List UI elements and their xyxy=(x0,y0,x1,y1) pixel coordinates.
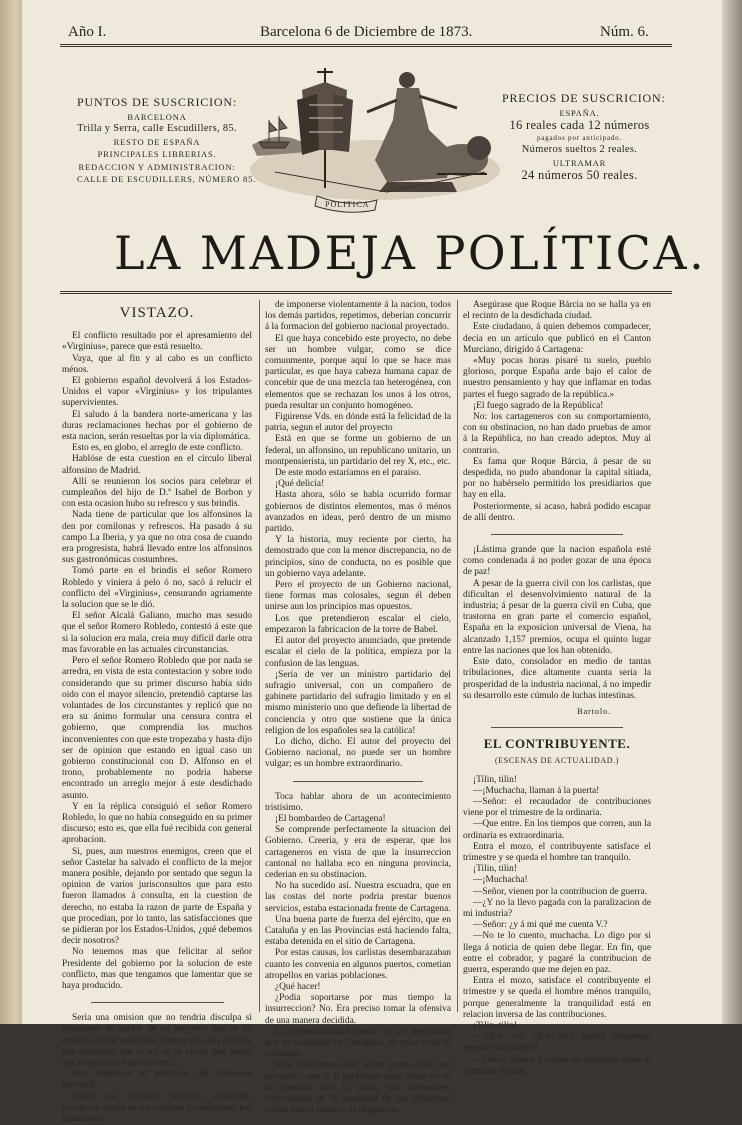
price-region-overseas: ULTRAMAR xyxy=(552,157,607,168)
paragraph: Es fama que Roque Bárcia, á pesar de su despedida, no pudo abandonar la capital sitiada, por no habérselo permitido los presidiarios que hay en ella. xyxy=(463,456,651,501)
dateline xyxy=(60,22,672,47)
paragraph: de imponerse violentamente á la nacion, todos los demás partidos, repetimos, deberian concurrir á la formacion del gobierno nacional proyectado. xyxy=(265,300,451,333)
paragraph: —¡Otra vez! ¡Por esta puerta solamente necesito un portero! xyxy=(463,1032,651,1054)
paragraph: Pero el señor Romero Robledo que por nada se arredra, en vista de esta contestacion y sobre todo considerando que su primer discurso había sido oido con el mayor silencio, pretendió captarse las voluntades de los circunstantes y replicó que no era su ánimo formular una censura contra el gobierno, que comprendía los muchos inconvenientes con que este tropezaba y hasta dijo ser de opinion que estando en igual caso un gobierno constitucional con D. Alfonso en el trono, probablemente no podria haberse encontrado un arreglo mejor á este desdichado asunto. xyxy=(62,656,252,801)
price-region-spain: ESPAÑA. xyxy=(559,107,600,118)
paragraph: Entra el mozo, satisface el contribuyente el trimestre y se queda el hombre ménos tranquilo, porque generalmente la tranquilidad está en relacion inversa de las contribuciones. xyxy=(463,976,651,1020)
subscription-points-heading: PUNTOS DE SUSCRICION: xyxy=(77,95,237,109)
page-edge xyxy=(722,0,742,1024)
subscription-points xyxy=(77,95,257,186)
paragraph: El señor Alcalá Galiano, mucho mas sesudo que el señor Romero Robledo, contestó á este que si la solucion era mala, creia muy difícil darle otra mas favorable en las actuales circunstancias. xyxy=(62,611,252,655)
paragraph: Lo dicho, dicho. El autor del proyecto del Gobierno nacional, no puede ser un hombre vulgar; es un hombre extraordinario. xyxy=(265,736,451,770)
paragraph: El que haya concebido este proyecto, no debe ser un hombre vulgar, como se dice comunmente, porque aquí lo que se hace mas particular, es que haya cabeza humana capaz de concebir que de una mezcla tan heterogénea, con elementos que se rechazan los unos á los otros, pueda resultar un conjunto homogéneo. xyxy=(265,333,451,411)
section-divider xyxy=(91,1002,224,1003)
paragraph: Pero el proyecto de un Gobierno nacional, tiene formas mas colosales, segun él deben unirse aun los principios mas opuestos. xyxy=(265,580,451,613)
paragraph: Una buena parte de fuerza del ejército, que en Cataluña y en las Provincias está haciendo falta, estaba detenida en el sitio de Cartagena. xyxy=(265,914,451,948)
paragraph: Si, pues, aun nuestros enemigos, creen que el señor Castelar ha salvado el conflicto de la mejor manera posible, dejando por sentado que segun la opinion de varios jurisconsultos que para esto fueron llamados á consulta, en la cuestion de derecho, no estaba la razon de parte de España y que procedian, por lo tanto, las satisfacciones que se pidieran por los Estados-Unidos, ¿qué debemos decir nosotros? xyxy=(62,846,252,947)
paragraph: Solo añadiremos que acabe pronto este mal necesario; que si al publicarse estas líneas no se ha rendido aun la plaza, sus defensores, convencidos de la inutilidad de sus esfuerzos, eviten mayor número de desgracias. xyxy=(265,1060,451,1116)
paragraph: Todos los partidos políticos españoles, excepcion hecha de los carlistas y cantonales, por tratar estos xyxy=(62,1091,252,1125)
paragraph: ¡Lástima grande que la nacion española esté como condenada á no poder gozar de una época de paz! xyxy=(463,545,651,578)
paragraph: Este ciudadano, á quien debemos compadecer, decia en un artículo que publicó en el Canton Murciano, dirigido á Cartagena: xyxy=(463,322,651,355)
paragraph: El conflicto resultado por el apresamiento del «Virginius», parece que está resuelto. xyxy=(62,331,252,353)
paragraph: Hablóse de esta cuestion en el círculo liberal alfonsino de Madrid. xyxy=(62,454,252,476)
issue-date: Barcelona 6 de Diciembre de 1873. xyxy=(260,24,473,40)
paragraph: Esto es, en globo, el arreglo de este conflicto. xyxy=(72,443,243,454)
paragraph: —No te lo cuento, muchacha. Lo digo por si llega á noticia de quien debe llegar. En fin, que entre el cobrador, y pagaré la contribucion de guerra, esperando que me dejen en paz. xyxy=(463,931,651,975)
price-single-issue: Números sueltos 2 reales. xyxy=(521,144,638,155)
paragraph: El gobierno español devolverá á los Estados-Unidos el vapor «Virginius» y los tripulantes supervivientes. xyxy=(62,376,252,409)
column-divider xyxy=(457,300,458,1012)
subscription-address: Trilla y Serra, calle Escudillers, 85. xyxy=(77,123,237,134)
price-note: pagados por anticipado. xyxy=(536,133,623,142)
paragraph: No ha sucedido así. Nuestra escuadra, que en las costas del norte podria prestar buenos servicios, estaba estacionada frente de Cartagena. xyxy=(265,881,451,914)
paragraph: Este dato, consolador en medio de tantas tribulaciones, dice altamente cuanta seria la prosperidad de la industria nacional, á no impedir su desarrollo este cúmulo de luchas intestinas. xyxy=(463,657,651,701)
paragraph: Nada tiene de particular que los alfonsinos la den por comilonas y refrescos. Ha pasado á su campo La Iberia, y ya que no otra cosa de cuando era progresista, habrá llevado entre los alfonsinos sus gastronómicas costumbres. xyxy=(62,510,252,566)
section-divider xyxy=(491,534,623,535)
column-middle xyxy=(265,300,451,1116)
paragraph: El saludo á la bandera norte-americana y las duras reclamaciones hechas por el gobierno de esta nacion, serán resueltas por la via diplomática. xyxy=(62,409,252,443)
paragraph: De este modo estaríamos en el paraíso. xyxy=(275,468,422,479)
price-overseas: 24 números 50 reales. xyxy=(521,168,638,182)
column-right xyxy=(463,300,651,1076)
price-spain: 16 reales cada 12 números xyxy=(509,118,650,132)
paragraph: Está en que se forme un gobierno de un federal, un alfonsino, un republicano unitario, un montpensierista, un partidario del rey X, etc., etc. xyxy=(265,434,451,467)
paragraph: Seria una omision que no tendria disculpa si dejáramos de hablar de un proyecto que se ha echado á volar estos dias, aunque con alas de cera, que derretidas por el sol de la razon, han hecho que el proyecto viniera abajo. xyxy=(62,1013,252,1068)
allegorical-vignette xyxy=(247,60,502,212)
issue-year: Año I. xyxy=(68,24,107,40)
paragraph: ¡Tilin, tilin! xyxy=(473,1020,517,1031)
paragraph: ¡Qué delicia! xyxy=(275,479,325,490)
paragraph: Los que pretendieron escalar el cielo, empezaron la fabricacion de la torre de Babel. xyxy=(265,613,451,635)
book-binding xyxy=(0,0,22,1024)
paragraph: Toca hablar ahora de un acontecimiento tristísimo. xyxy=(265,791,451,813)
issue-number: Núm. 6. xyxy=(600,24,649,40)
paragraph: ¡Tilin, tilin! xyxy=(473,774,517,785)
ribbon-text: POLITICA xyxy=(325,200,370,209)
paragraph: Figúrense Vds. en dónde está la felicidad de la patria, segun el autor del proyecto xyxy=(265,412,451,434)
paragraph: Y en la réplica consiguió el señor Romero Robledo, lo que no había conseguido en su primer discurso; esto es, que ella fué recibida con general aprobacion. xyxy=(62,801,252,846)
paragraph: Asegúrase que Roque Bárcia no se halla ya en el recinto de la desdichada ciudad. xyxy=(463,300,651,322)
paragraph: Tomó parte en el brindis el señor Romero Robledo y viniera á pelo ó no, sacó á relucir el conflicto del «Virginius», censurando agriamente la solucion que se le dió. xyxy=(62,566,252,611)
paragraph: La responsabilidad moral de las desgracias que se ocasionen en Cartagena, no pesa sobre el Gobierno. xyxy=(265,1026,451,1060)
paragraph: —¡Muchacha, llaman á la puerta! xyxy=(473,785,600,796)
column-divider xyxy=(259,300,260,1012)
paragraph: —Señor: ¿y á mi qué me cuenta V.? xyxy=(473,920,608,931)
masthead-title: LA MADEJA POLÍTICA. xyxy=(114,226,707,280)
paragraph: ¿Podia soportarse por mas tiempo la insurreccion? No. Era preciso tomar la ofensiva de una manera decidida. xyxy=(265,993,451,1026)
paragraph: Hasta ahora, sólo se había ocurrido formar gobiernos de distintos elementos, mas ó ménos avanzados en ideas, peró dentro de un mismo partido. xyxy=(265,490,451,535)
paragraph: Nos referimos al proyecto del Gobierno nacional. xyxy=(62,1069,252,1091)
paragraph: —Señor, vienen por la contribucion de guerra. xyxy=(473,886,648,897)
article-title-contribuyente: EL CONTRIBUYENTE. xyxy=(483,736,631,752)
article-subtitle: (ESCENAS DE ACTUALIDAD.) xyxy=(495,756,619,766)
subscription-prices xyxy=(502,91,666,182)
paragraph: ¡Tilin, tilin! xyxy=(473,864,517,875)
redaction-heading: REDACCION Y ADMINISTRACION: xyxy=(78,161,236,172)
paragraph: «Muy pocas horas pisaré tu suelo, pueblo glorioso, porque España arde bajo el calor de nuestro pensamiento y hay que inflamar en todas partes el fuego sagrado de la república.» xyxy=(463,356,651,400)
paragraph: A pesar de la guerra civil con los carlistas, que dificultan el desenvolvimiento natural de la industria; á pesar de la guerra civil en Cuba, que trastorna en gran parte el comercio español, España en la exposicion universal de Viena, ha alcanzado 1,157 premios, ocupa el quinto lugar entre las naciones que los han obtenido. xyxy=(463,578,651,656)
paragraph: No tenemos mas que felicitar al señor Presidente del gobierno por la solucion de este conflicto, mas que tengamos que lamentar que se haya producido. xyxy=(62,947,252,991)
paragraph: —Que entre. En los tiempos que corren, aun la ordinaria es extraordinaria. xyxy=(463,819,651,841)
subscription-region: RESTO DE ESPAÑA xyxy=(113,136,201,147)
subscription-prices-heading: PRECIOS DE SUSCRICION: xyxy=(502,91,666,105)
redaction-address: CALLE DE ESCUDILLERS, NÚMERO 85. xyxy=(77,174,257,184)
section-divider xyxy=(491,727,623,728)
masthead-rule xyxy=(60,291,672,294)
paragraph: Vaya, que al fin y al cabo es un conflicto ménos. xyxy=(62,353,252,375)
paragraph: Se comprende perfectamente la situacion del Gobierno. Creeria, y era de esperar, que los cartageneros en vista de que la insurreccion cantonal no hallaba eco en ninguna provincia, cederian en su obstinacion. xyxy=(265,825,451,880)
paragraph: —¡Muchacha! xyxy=(473,875,528,886)
paragraph: ¡El fuego sagrado de la República! xyxy=(473,400,604,411)
author-signature: Bartolo. xyxy=(576,705,611,716)
paragraph: Entra el mozo, el contribuyente satisface el trimestre y se queda el hombre tan tranquilo. xyxy=(463,841,651,863)
newspaper-page xyxy=(22,0,722,1125)
subscription-bookstores: PRINCIPALES LIBRERIAS. xyxy=(97,149,217,159)
paragraph: El autor del proyecto anunciado, que pretende escalar el cielo de la política, empieza por la confusion de las lenguas. xyxy=(265,636,451,669)
paragraph: —Señor: vienen á cobrar un impuesto sobre el consumo del gas. xyxy=(463,1054,651,1076)
paragraph: Allí se reunieron los socios para celebrar el cumpleaños del hijo de D.ª Isabel de Borbon y con esta ocasion hubo su refresco y sus brindis. xyxy=(62,476,252,510)
column-vistazo xyxy=(62,300,252,1125)
section-divider xyxy=(293,781,423,782)
paragraph: Posteriormente, si acaso, habrá podido escapar de allí dentro. xyxy=(463,501,651,523)
paragraph: No: los cartageneros con su comportamiento, con su obstinacion, no han dado pruebas de amor á la República, no han creado adeptos. Muy al contrario. xyxy=(463,412,651,456)
article-title-vistazo: VISTAZO. xyxy=(119,305,195,321)
subscription-city: BARCELONA xyxy=(127,111,187,122)
paragraph: ¡Seria de ver un ministro partidario del sufragio universal, con un compañero de gabinete partidario del sufragio limitado y en el mismo ministerio uno que defiende la libertad de conciencia y otro que sostiene que la única religion de los españoles sea la católica! xyxy=(265,669,451,736)
paragraph: —Señor: el recaudador de contribuciones viene por el trimestre de la ordinaria. xyxy=(463,796,651,819)
paragraph: Y la historia, muy reciente por cierto, ha demostrado que con la menor discrepancia, no de principios, sino de conducta, no es posible que un gobierno vaya adelante. xyxy=(265,535,451,579)
paragraph: ¡El bombardeo de Cartagena! xyxy=(275,813,386,824)
ship-icon xyxy=(259,116,289,148)
paragraph: Por estas causas, los carlistas desembarazaban cuanto les convenia en algunos puertos, cometian atropellos en varias poblaciones. xyxy=(265,948,451,981)
paragraph: —¿Y no la llevo pagada con la paralizacion de mi industria? xyxy=(463,897,651,919)
paragraph: ¿Qué hacer! xyxy=(275,981,321,992)
